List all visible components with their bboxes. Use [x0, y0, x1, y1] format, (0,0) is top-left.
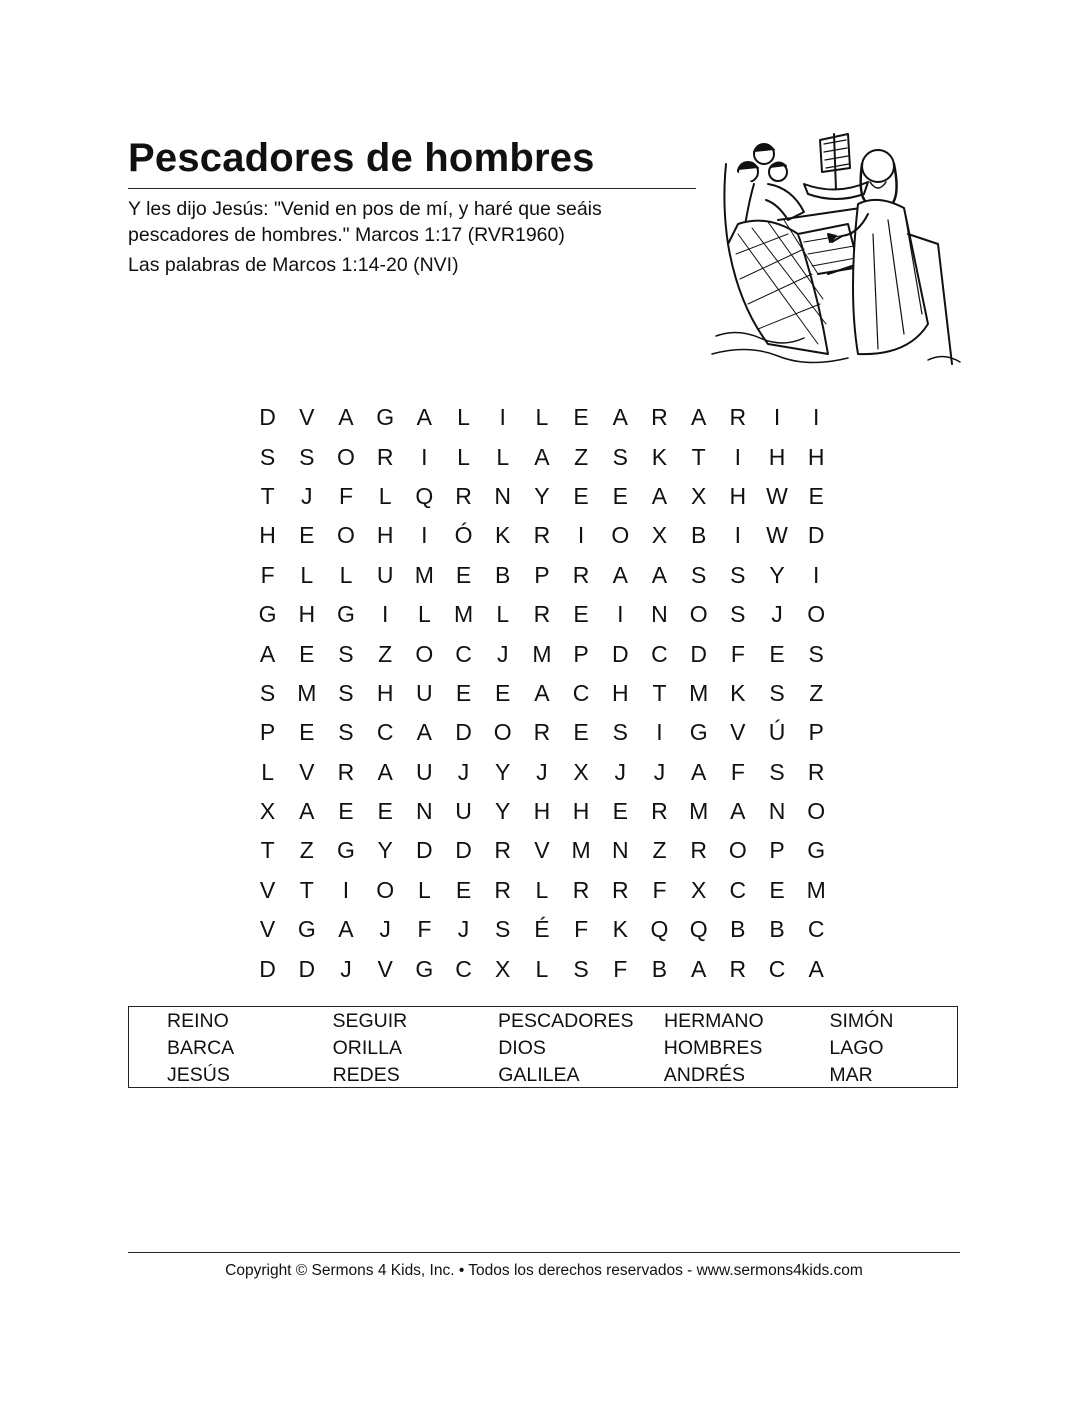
grid-letter[interactable]: L	[457, 404, 470, 431]
grid-letter[interactable]: R	[494, 876, 512, 903]
copyright-footer: Copyright © Sermons 4 Kids, Inc. • Todos los derechos reservados - www.sermons4kids.com	[225, 1262, 863, 1279]
grid-letter[interactable]: O	[611, 522, 630, 549]
grid-letter[interactable]: S	[573, 955, 589, 982]
grid-letter[interactable]: X	[690, 876, 707, 903]
word-list-row	[129, 1035, 957, 1062]
grid-letter[interactable]: I	[813, 404, 820, 431]
word-list-item: PESCADORES	[498, 1010, 634, 1032]
grid-letter[interactable]: D	[611, 640, 629, 667]
grid-letter[interactable]: L	[417, 876, 431, 903]
grid-letter[interactable]: P	[573, 640, 589, 667]
grid-letter[interactable]: S	[612, 719, 628, 746]
grid-letter[interactable]: S	[338, 719, 354, 746]
grid-letter[interactable]: E	[612, 798, 628, 825]
grid-letter[interactable]: Y	[377, 837, 393, 864]
title-divider	[128, 188, 696, 189]
grid-letter[interactable]: P	[808, 719, 824, 746]
grid-row	[248, 871, 836, 910]
grid-letter[interactable]: I	[499, 404, 506, 431]
grid-letter[interactable]: C	[572, 679, 590, 706]
grid-letter[interactable]: L	[496, 601, 510, 628]
grid-letter[interactable]: R	[651, 404, 668, 431]
grid-letter[interactable]: L	[496, 443, 510, 470]
grid-letter[interactable]: L	[378, 482, 392, 509]
grid-letter[interactable]: D	[455, 719, 472, 746]
word-search-grid	[248, 398, 836, 989]
grid-letter[interactable]: A	[651, 482, 668, 509]
grid-letter[interactable]: A	[690, 955, 707, 982]
grid-letter[interactable]: J	[614, 758, 627, 785]
grid-letter[interactable]: B	[769, 916, 785, 943]
grid-letter[interactable]: R	[572, 876, 590, 903]
grid-letter[interactable]: E	[455, 679, 472, 706]
grid-letter[interactable]: J	[340, 955, 352, 982]
grid-letter[interactable]: X	[259, 798, 276, 825]
grid-row	[248, 949, 836, 988]
grid-letter[interactable]: C	[455, 640, 472, 667]
grid-letter[interactable]: C	[729, 876, 747, 903]
grid-row	[248, 595, 836, 634]
grid-letter[interactable]: F	[652, 876, 667, 903]
verse-line: Y les dijo Jesús: "Venid en pos de mí, y haré que seáis	[128, 198, 602, 220]
grid-letter[interactable]: H	[768, 443, 786, 470]
grid-letter[interactable]: A	[338, 916, 354, 943]
grid-letter[interactable]: O	[728, 837, 747, 864]
grid-letter[interactable]: R	[651, 798, 668, 825]
footer-divider	[128, 1252, 960, 1253]
grid-letter[interactable]: D	[807, 522, 825, 549]
word-list-item: ORILLA	[332, 1037, 402, 1059]
grid-letter[interactable]: X	[495, 955, 511, 982]
grid-letter[interactable]: F	[338, 482, 353, 509]
grid-letter[interactable]: A	[416, 719, 433, 746]
grid-letter[interactable]: B	[651, 955, 668, 982]
grid-letter[interactable]: E	[769, 640, 785, 667]
grid-letter[interactable]: M	[297, 679, 317, 706]
grid-letter[interactable]: N	[416, 798, 433, 825]
grid-letter[interactable]: O	[415, 640, 434, 667]
grid-letter[interactable]: C	[768, 955, 786, 982]
grid-letter[interactable]: O	[493, 719, 512, 746]
grid-letter[interactable]: F	[260, 561, 275, 588]
grid-letter[interactable]: D	[298, 955, 316, 982]
grid-letter[interactable]: C	[376, 719, 394, 746]
grid-letter[interactable]: V	[299, 404, 315, 431]
grid-letter[interactable]: J	[771, 601, 783, 628]
grid-letter[interactable]: K	[651, 443, 668, 470]
grid-letter[interactable]: F	[730, 758, 745, 785]
grid-row	[248, 634, 836, 673]
grid-letter[interactable]: O	[689, 601, 708, 628]
grid-letter[interactable]: E	[612, 482, 628, 509]
word-list-item: SIMÓN	[829, 1010, 894, 1032]
grid-letter[interactable]: L	[457, 443, 470, 470]
grid-letter[interactable]: S	[690, 561, 707, 588]
grid-letter[interactable]: Z	[809, 679, 824, 706]
word-list-item: GALILEA	[498, 1064, 580, 1086]
grid-letter[interactable]: R	[494, 837, 512, 864]
grid-letter[interactable]: S	[769, 758, 785, 785]
grid-letter[interactable]: A	[377, 758, 393, 785]
grid-letter[interactable]: T	[652, 679, 667, 706]
grid-row	[248, 910, 836, 949]
grid-letter[interactable]: P	[769, 837, 785, 864]
grid-letter[interactable]: U	[455, 798, 472, 825]
grid-letter[interactable]: G	[258, 601, 277, 628]
grid-letter[interactable]: C	[651, 640, 668, 667]
grid-letter[interactable]: F	[613, 955, 628, 982]
grid-letter[interactable]: X	[573, 758, 589, 785]
grid-letter[interactable]: A	[338, 404, 354, 431]
grid-letter[interactable]: R	[729, 955, 747, 982]
grid-letter[interactable]: D	[259, 955, 276, 982]
grid-letter[interactable]: P	[534, 561, 550, 588]
grid-letter[interactable]: F	[730, 640, 745, 667]
grid-row	[248, 516, 836, 555]
grid-letter[interactable]: E	[495, 679, 511, 706]
grid-letter[interactable]: E	[455, 561, 472, 588]
grid-letter[interactable]: V	[259, 876, 276, 903]
grid-letter[interactable]: H	[611, 679, 629, 706]
grid-letter[interactable]: Y	[769, 561, 785, 588]
grid-letter[interactable]: A	[730, 798, 746, 825]
grid-letter[interactable]: I	[421, 522, 428, 549]
grid-letter[interactable]: A	[690, 404, 707, 431]
grid-letter[interactable]: Q	[415, 482, 434, 509]
grid-letter[interactable]: R	[533, 719, 551, 746]
grid-letter[interactable]: X	[651, 522, 668, 549]
word-list-row	[129, 1008, 957, 1035]
grid-letter[interactable]: L	[339, 561, 353, 588]
grid-letter[interactable]: N	[611, 837, 629, 864]
grid-letter[interactable]: S	[808, 640, 824, 667]
grid-letter[interactable]: P	[259, 719, 276, 746]
grid-letter[interactable]: A	[299, 798, 315, 825]
grid-letter[interactable]: L	[535, 876, 549, 903]
grid-letter[interactable]: S	[730, 561, 746, 588]
grid-letter[interactable]: L	[300, 561, 314, 588]
grid-letter[interactable]: S	[299, 443, 315, 470]
grid-letter[interactable]: Z	[652, 837, 667, 864]
grid-letter[interactable]: A	[416, 404, 433, 431]
grid-letter[interactable]: S	[612, 443, 628, 470]
word-list-item: REINO	[167, 1010, 229, 1032]
word-list-item: MAR	[829, 1064, 873, 1086]
grid-letter[interactable]: H	[533, 798, 551, 825]
grid-letter[interactable]: A	[612, 404, 628, 431]
grid-letter[interactable]: S	[259, 443, 276, 470]
grid-letter[interactable]: A	[690, 758, 707, 785]
grid-letter[interactable]: E	[573, 601, 589, 628]
grid-row	[248, 753, 836, 792]
grid-letter[interactable]: E	[377, 798, 393, 825]
grid-letter[interactable]: G	[689, 719, 708, 746]
grid-letter[interactable]: U	[376, 561, 394, 588]
grid-letter[interactable]: G	[337, 837, 355, 864]
word-list-item: JESÚS	[167, 1064, 230, 1086]
grid-letter[interactable]: J	[653, 758, 666, 785]
grid-letter[interactable]: H	[807, 443, 825, 470]
grid-letter[interactable]: M	[571, 837, 591, 864]
grid-letter[interactable]: M	[689, 679, 709, 706]
grid-letter[interactable]: J	[496, 640, 509, 667]
grid-letter[interactable]: R	[337, 758, 355, 785]
grid-letter[interactable]: Z	[574, 443, 589, 470]
grid-letter[interactable]: V	[299, 758, 315, 785]
grid-row	[248, 674, 836, 713]
grid-letter[interactable]: R	[376, 443, 394, 470]
grid-letter[interactable]: E	[769, 876, 785, 903]
grid-letter[interactable]: Ú	[768, 719, 786, 746]
grid-letter[interactable]: L	[261, 758, 274, 785]
grid-letter[interactable]: V	[730, 719, 746, 746]
grid-row	[248, 792, 836, 831]
grid-letter[interactable]: K	[730, 679, 746, 706]
grid-letter[interactable]: T	[260, 482, 275, 509]
grid-letter[interactable]: Z	[299, 837, 314, 864]
grid-letter[interactable]: I	[617, 601, 624, 628]
grid-letter[interactable]: I	[734, 443, 742, 470]
grid-letter[interactable]: A	[808, 955, 824, 982]
grid-row	[248, 713, 836, 752]
grid-letter[interactable]: S	[338, 640, 354, 667]
grid-letter[interactable]: S	[730, 601, 746, 628]
word-list-row	[129, 1062, 957, 1089]
grid-letter[interactable]: D	[690, 640, 707, 667]
grid-letter[interactable]: R	[729, 404, 747, 431]
grid-letter[interactable]: J	[536, 758, 548, 785]
grid-letter[interactable]: V	[377, 955, 393, 982]
grid-letter[interactable]: E	[573, 482, 589, 509]
grid-row	[248, 437, 836, 476]
grid-letter[interactable]: W	[766, 482, 788, 509]
grid-letter[interactable]: Y	[495, 758, 511, 785]
grid-letter[interactable]: E	[299, 640, 315, 667]
grid-letter[interactable]: Z	[378, 640, 393, 667]
grid-letter[interactable]: A	[651, 561, 668, 588]
grid-letter[interactable]: Ó	[454, 522, 473, 549]
grid-letter[interactable]: G	[807, 837, 826, 864]
word-list-item: LAGO	[829, 1037, 884, 1059]
grid-letter[interactable]: S	[259, 679, 276, 706]
grid-letter[interactable]: Q	[689, 916, 708, 943]
grid-letter[interactable]: E	[299, 719, 315, 746]
grid-letter[interactable]: B	[690, 522, 707, 549]
grid-letter[interactable]: R	[807, 758, 825, 785]
grid-letter[interactable]: C	[807, 916, 825, 943]
word-list-box	[128, 1006, 958, 1088]
grid-letter[interactable]: J	[379, 916, 391, 943]
jesus-fishermen-illustration-icon	[708, 124, 964, 372]
grid-letter[interactable]: H	[729, 482, 747, 509]
grid-row	[248, 831, 836, 870]
grid-letter[interactable]: Q	[650, 916, 669, 943]
grid-letter[interactable]: N	[494, 482, 512, 509]
grid-row	[248, 477, 836, 516]
grid-letter[interactable]: K	[495, 522, 511, 549]
grid-letter[interactable]: R	[533, 522, 551, 549]
grid-letter[interactable]: H	[572, 798, 590, 825]
grid-letter[interactable]: S	[769, 679, 785, 706]
grid-letter[interactable]: R	[455, 482, 472, 509]
grid-letter[interactable]: T	[299, 876, 314, 903]
verse-line: pescadores de hombres." Marcos 1:17 (RVR1960)	[128, 224, 565, 246]
grid-letter[interactable]: J	[457, 758, 470, 785]
grid-letter[interactable]: E	[455, 876, 472, 903]
grid-row	[248, 398, 836, 437]
word-list-item: REDES	[332, 1064, 400, 1086]
grid-letter[interactable]: B	[495, 561, 511, 588]
grid-letter[interactable]: R	[690, 837, 707, 864]
grid-letter[interactable]: V	[259, 916, 276, 943]
grid-letter[interactable]: A	[612, 561, 628, 588]
grid-letter[interactable]: I	[813, 561, 820, 588]
grid-letter[interactable]: A	[534, 679, 550, 706]
grid-letter[interactable]: S	[338, 679, 354, 706]
grid-letter[interactable]: I	[773, 404, 781, 431]
grid-letter[interactable]: A	[534, 443, 550, 470]
grid-letter[interactable]: E	[338, 798, 354, 825]
grid-letter[interactable]: J	[301, 482, 313, 509]
grid-letter[interactable]: G	[297, 916, 316, 943]
grid-letter[interactable]: G	[337, 601, 355, 628]
grid-letter[interactable]: H	[376, 522, 394, 549]
grid-letter[interactable]: N	[768, 798, 786, 825]
grid-letter[interactable]: I	[421, 443, 428, 470]
grid-letter[interactable]: A	[259, 640, 276, 667]
grid-letter[interactable]: O	[337, 522, 355, 549]
grid-letter[interactable]: R	[572, 561, 590, 588]
word-list-item: HERMANO	[664, 1010, 764, 1032]
grid-letter[interactable]: R	[533, 601, 551, 628]
grid-letter[interactable]: D	[416, 837, 433, 864]
grid-letter[interactable]: S	[495, 916, 511, 943]
grid-letter[interactable]: M	[414, 561, 434, 588]
grid-letter[interactable]: E	[573, 719, 589, 746]
grid-letter[interactable]: W	[766, 522, 788, 549]
grid-letter[interactable]: H	[298, 601, 316, 628]
grid-letter[interactable]: E	[573, 404, 589, 431]
grid-letter[interactable]: I	[381, 601, 389, 628]
grid-letter[interactable]: F	[574, 916, 589, 943]
grid-letter[interactable]: H	[376, 679, 394, 706]
grid-letter[interactable]: U	[416, 679, 433, 706]
grid-letter[interactable]: U	[416, 758, 433, 785]
grid-row	[248, 556, 836, 595]
grid-letter[interactable]: D	[259, 404, 276, 431]
grid-letter[interactable]: M	[532, 640, 552, 667]
grid-letter[interactable]: M	[689, 798, 709, 825]
grid-letter[interactable]: L	[535, 955, 549, 982]
scripture-subtitle: Las palabras de Marcos 1:14-20 (NVI)	[128, 254, 459, 276]
grid-letter[interactable]: Y	[534, 482, 550, 509]
grid-letter[interactable]: H	[259, 522, 276, 549]
grid-letter[interactable]: I	[577, 522, 585, 549]
grid-letter[interactable]: B	[730, 916, 746, 943]
verse-text	[128, 196, 688, 248]
grid-letter[interactable]: M	[453, 601, 474, 628]
word-list-item: BARCA	[167, 1037, 235, 1059]
grid-letter[interactable]: G	[376, 404, 395, 431]
page-title: Pescadores de hombres	[128, 136, 595, 180]
grid-letter[interactable]: C	[455, 955, 472, 982]
grid-letter[interactable]: F	[417, 916, 432, 943]
grid-letter[interactable]: O	[807, 601, 826, 628]
grid-letter[interactable]: T	[691, 443, 706, 470]
grid-letter[interactable]: M	[806, 876, 826, 903]
grid-letter[interactable]: I	[342, 876, 350, 903]
grid-letter[interactable]: O	[337, 443, 355, 470]
grid-letter[interactable]: V	[534, 837, 550, 864]
grid-letter[interactable]: I	[734, 522, 742, 549]
grid-letter[interactable]: T	[260, 837, 275, 864]
grid-letter[interactable]: X	[690, 482, 707, 509]
grid-letter[interactable]: J	[457, 916, 470, 943]
grid-letter[interactable]: E	[299, 522, 315, 549]
grid-letter[interactable]: K	[612, 916, 628, 943]
grid-letter[interactable]: N	[651, 601, 668, 628]
grid-letter[interactable]: R	[611, 876, 629, 903]
grid-letter[interactable]: G	[415, 955, 434, 982]
grid-letter[interactable]: O	[376, 876, 395, 903]
grid-letter[interactable]: E	[808, 482, 824, 509]
word-list-item: ANDRÉS	[663, 1064, 746, 1086]
word-list-item: DIOS	[498, 1037, 546, 1059]
grid-letter[interactable]: D	[455, 837, 472, 864]
grid-letter[interactable]: L	[535, 404, 549, 431]
word-list-item: SEGUIR	[332, 1010, 408, 1032]
grid-letter[interactable]: I	[656, 719, 663, 746]
grid-letter[interactable]: Y	[495, 798, 511, 825]
word-list-item: HOMBRES	[663, 1037, 763, 1059]
grid-letter[interactable]: O	[807, 798, 826, 825]
grid-letter[interactable]: L	[417, 601, 431, 628]
grid-letter[interactable]: É	[534, 916, 550, 943]
